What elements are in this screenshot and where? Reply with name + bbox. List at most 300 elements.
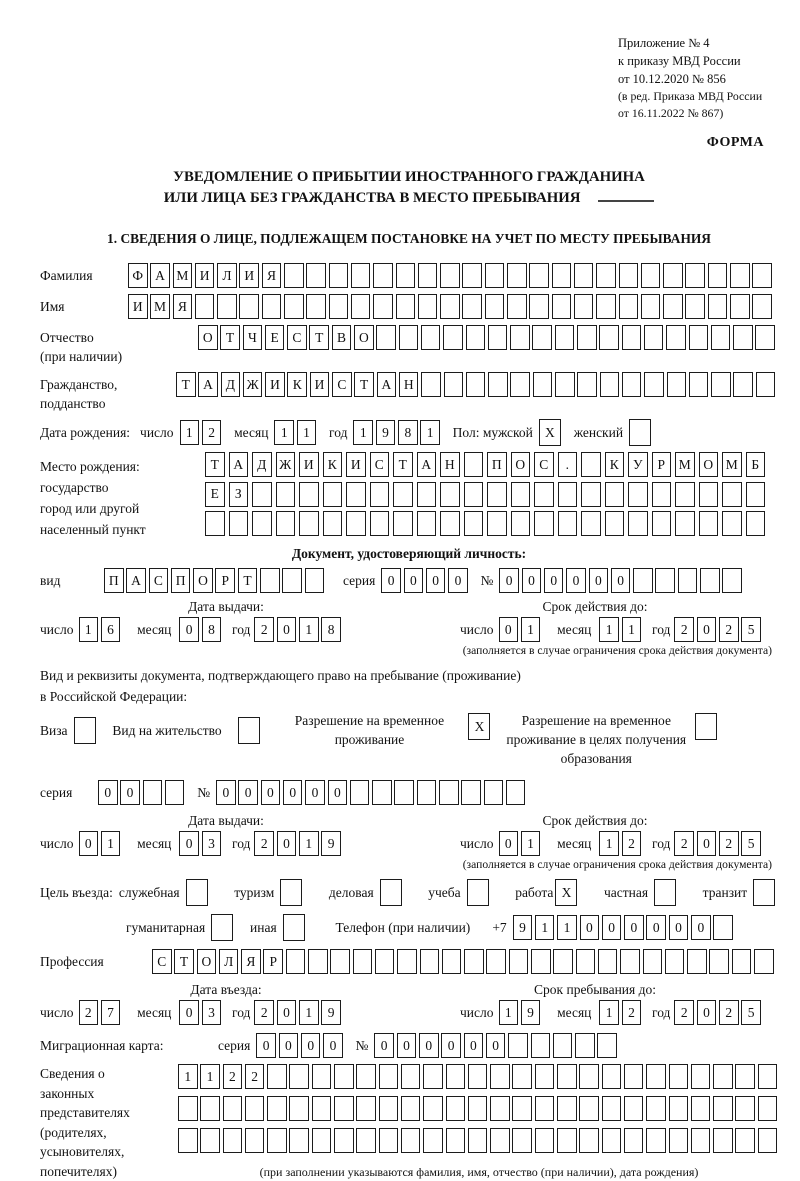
form-cell: Р	[652, 452, 672, 477]
form-cell	[624, 1064, 644, 1089]
form-cell	[200, 1128, 220, 1153]
form-cell	[396, 294, 416, 319]
purpose-study-label: учеба	[428, 884, 461, 900]
form-cell: 0	[283, 780, 303, 805]
form-cell	[557, 1096, 577, 1121]
form-cell	[708, 294, 728, 319]
form-cell: 0	[179, 831, 199, 856]
form-cell	[397, 949, 417, 974]
form-cell	[577, 325, 597, 350]
doc-valid-day	[499, 617, 544, 642]
purpose-study-checkbox	[467, 879, 489, 906]
number-label: №	[355, 1037, 369, 1053]
month-label: месяц	[137, 835, 172, 851]
form-cell	[535, 1064, 555, 1089]
surname-row	[40, 263, 778, 288]
form-cell: И	[310, 372, 330, 397]
form-cell: 0	[522, 568, 542, 593]
form-cell: С	[370, 452, 390, 477]
form-cell: О	[511, 452, 531, 477]
form-cell: 8	[202, 617, 222, 642]
form-cell	[267, 1128, 287, 1153]
form-cell: 1	[521, 831, 541, 856]
form-cell: Т	[393, 452, 413, 477]
form-cell	[329, 263, 349, 288]
doc-issue-day	[79, 617, 124, 642]
form-cell	[596, 263, 616, 288]
sex-male-label: Пол: мужской	[452, 424, 533, 440]
form-cell: 0	[697, 1000, 717, 1025]
form-cell: В	[332, 325, 352, 350]
doc-valid-header: Срок действия до:	[542, 599, 648, 614]
form-cell: 1	[299, 1000, 319, 1025]
form-cell: Н	[440, 452, 460, 477]
profession-label: Профессия	[40, 953, 104, 969]
form-cell	[758, 1064, 778, 1089]
blank-underline	[598, 188, 654, 202]
form-cell	[552, 263, 572, 288]
form-cell: 0	[279, 1033, 299, 1058]
form-cell: 0	[499, 617, 519, 642]
form-cell	[711, 372, 731, 397]
form-cell	[440, 511, 460, 536]
residence-doc-number-row	[40, 780, 778, 805]
form-cell	[667, 372, 687, 397]
phone-prefix: +7	[492, 919, 507, 935]
form-cell	[372, 780, 392, 805]
form-cell: 0	[397, 1033, 417, 1058]
form-cell: 0	[697, 831, 717, 856]
form-cell: .	[558, 452, 578, 477]
form-cell: 9	[376, 420, 396, 445]
doc-seria-label: серия	[342, 572, 376, 588]
form-cell: С	[534, 452, 554, 477]
form-cell	[700, 568, 720, 593]
form-cell: 9	[521, 1000, 541, 1025]
form-cell: 8	[398, 420, 418, 445]
form-cell	[678, 568, 698, 593]
migration-card-label: Миграционная карта:	[40, 1037, 164, 1053]
form-cell	[223, 1128, 243, 1153]
form-cell: 9	[321, 1000, 341, 1025]
form-cell	[446, 1128, 466, 1153]
form-cell	[722, 482, 742, 507]
sex-male-checkbox: X	[539, 419, 561, 446]
form-cell	[722, 511, 742, 536]
entry-year	[254, 1000, 343, 1025]
form-cell	[423, 1096, 443, 1121]
form-cell	[306, 294, 326, 319]
form-cell	[418, 294, 438, 319]
representatives-cells-row3	[178, 1128, 780, 1153]
form-cell: 2	[79, 1000, 99, 1025]
form-cell: 9	[321, 831, 341, 856]
reference-block	[618, 34, 778, 121]
form-cell	[689, 325, 709, 350]
form-cell	[713, 1064, 733, 1089]
form-cell	[557, 1064, 577, 1089]
form-cell: 0	[374, 1033, 394, 1058]
year-label: год	[652, 835, 671, 851]
form-cell	[577, 372, 597, 397]
form-cell: Б	[746, 452, 766, 477]
form-cell	[379, 1064, 399, 1089]
form-cell	[722, 568, 742, 593]
form-cell: Т	[354, 372, 374, 397]
form-cell	[533, 372, 553, 397]
form-cell	[708, 263, 728, 288]
doc-type-label: вид	[40, 572, 61, 588]
form-cell: 0	[381, 568, 401, 593]
doc-type-cells	[104, 568, 327, 593]
form-cell: 1	[297, 420, 317, 445]
form-cell	[195, 294, 215, 319]
purpose-private-checkbox	[654, 879, 676, 906]
form-cell: 2	[674, 831, 694, 856]
form-cell	[401, 1064, 421, 1089]
form-cell	[245, 1128, 265, 1153]
form-cell	[531, 949, 551, 974]
form-cell	[511, 511, 531, 536]
form-cell	[306, 263, 326, 288]
purpose-humanitarian-label: гуманитарная	[126, 919, 206, 935]
form-cell	[644, 325, 664, 350]
residence-valid-day	[499, 831, 544, 856]
residence-issue-month	[179, 831, 224, 856]
purpose-tourism-checkbox	[280, 879, 302, 906]
form-cell	[245, 1096, 265, 1121]
visa-checkbox	[74, 717, 96, 744]
form-cell	[284, 263, 304, 288]
form-cell: 0	[179, 1000, 199, 1025]
year-label: год	[232, 835, 251, 851]
residence-issue-day	[79, 831, 124, 856]
form-cell: 7	[101, 1000, 121, 1025]
form-cell	[730, 263, 750, 288]
form-cell	[440, 294, 460, 319]
form-cell: 0	[499, 831, 519, 856]
form-cell: 0	[328, 780, 348, 805]
form-cell	[276, 511, 296, 536]
form-cell: 1	[599, 1000, 619, 1025]
form-cell	[462, 294, 482, 319]
form-cell	[267, 1064, 287, 1089]
form-cell	[730, 294, 750, 319]
form-cell	[487, 482, 507, 507]
form-cell: Т	[238, 568, 258, 593]
birthplace-cells-row3	[205, 511, 769, 536]
form-cell	[655, 568, 675, 593]
form-cell	[758, 1096, 778, 1121]
form-cell: Р	[263, 949, 283, 974]
purpose-other-label: иная	[250, 919, 277, 935]
residence-permit-label: Вид на жительство	[112, 722, 222, 738]
form-cell: Н	[399, 372, 419, 397]
form-cell: 3	[202, 1000, 222, 1025]
form-title	[40, 167, 778, 209]
phone-label: Телефон (при наличии)	[335, 919, 471, 935]
form-cell	[685, 263, 705, 288]
form-cell	[356, 1064, 376, 1089]
form-cell	[507, 263, 527, 288]
form-cell: Е	[205, 482, 225, 507]
form-cell: 5	[741, 617, 761, 642]
form-cell	[641, 263, 661, 288]
form-cell	[323, 482, 343, 507]
surname-label: Фамилия	[40, 267, 93, 283]
form-cell	[633, 568, 653, 593]
form-cell	[252, 511, 272, 536]
day-label: число	[40, 835, 74, 851]
profession-row	[40, 949, 778, 974]
form-cell	[685, 294, 705, 319]
form-cell	[466, 372, 486, 397]
purpose-official-checkbox	[186, 879, 208, 906]
purpose-transit-checkbox	[753, 879, 775, 906]
form-cell: 5	[741, 831, 761, 856]
form-cell: П	[487, 452, 507, 477]
residence-permit-checkbox	[238, 717, 260, 744]
form-cell: И	[265, 372, 285, 397]
form-cell	[746, 511, 766, 536]
name-label: Имя	[40, 298, 65, 314]
form-cell	[417, 482, 437, 507]
form-cell	[552, 294, 572, 319]
form-cell	[370, 482, 390, 507]
form-cell: И	[239, 263, 259, 288]
form-cell	[669, 1128, 689, 1153]
form-cell	[506, 780, 526, 805]
form-cell	[646, 1096, 666, 1121]
form-cell: П	[171, 568, 191, 593]
doc-date-headers	[40, 599, 778, 615]
form-cell: 2	[622, 1000, 642, 1025]
form-cell: И	[195, 263, 215, 288]
form-cell	[646, 1128, 666, 1153]
form-cell	[598, 949, 618, 974]
form-cell	[602, 1128, 622, 1153]
form-cell: 2	[254, 617, 274, 642]
form-cell: 1	[299, 831, 319, 856]
form-cell	[576, 949, 596, 974]
form-cell	[622, 372, 642, 397]
form-cell	[286, 949, 306, 974]
form-cell: С	[332, 372, 352, 397]
form-cell: 0	[441, 1033, 461, 1058]
stay-day	[499, 1000, 544, 1025]
residence-valid-year	[674, 831, 763, 856]
form-cell	[507, 294, 527, 319]
migration-card-row	[40, 1033, 778, 1058]
form-cell: 0	[464, 1033, 484, 1058]
form-cell	[553, 1033, 573, 1058]
form-cell	[305, 568, 325, 593]
form-cell	[553, 949, 573, 974]
purpose-other-checkbox	[283, 914, 305, 941]
form-cell: 0	[611, 568, 631, 593]
form-cell: Д	[221, 372, 241, 397]
form-cell	[394, 780, 414, 805]
birthplace-cells-row1	[205, 452, 769, 477]
form-cell: 2	[223, 1064, 243, 1089]
form-cell	[373, 294, 393, 319]
form-cell	[558, 482, 578, 507]
form-cell	[165, 780, 185, 805]
form-cell: 0	[277, 831, 297, 856]
sex-female-label: женский	[573, 424, 624, 440]
birth-day-cells	[180, 420, 225, 445]
form-cell	[628, 482, 648, 507]
form-cell	[509, 949, 529, 974]
validity-note: (заполняется в случае ограничения срока действия документа)	[462, 644, 772, 657]
form-cell: 0	[669, 915, 689, 940]
form-cell	[464, 452, 484, 477]
form-cell: 0	[566, 568, 586, 593]
form-cell	[178, 1128, 198, 1153]
form-cell: О	[699, 452, 719, 477]
form-cell	[267, 1096, 287, 1121]
form-cell	[464, 511, 484, 536]
form-cell: А	[150, 263, 170, 288]
day-label: число	[460, 835, 494, 851]
form-cell: 1	[521, 617, 541, 642]
form-cell	[393, 511, 413, 536]
form-cell	[468, 1096, 488, 1121]
number-label: №	[197, 784, 211, 800]
form-cell	[461, 780, 481, 805]
seria-label: серия	[40, 784, 73, 800]
validity-note: (заполняется в случае ограничения срока действия документа)	[462, 858, 772, 871]
form-cell: Т	[176, 372, 196, 397]
form-cell	[574, 294, 594, 319]
form-cell: 0	[697, 617, 717, 642]
form-cell: О	[193, 568, 213, 593]
form-cell	[735, 1096, 755, 1121]
doc-number-cells	[499, 568, 744, 593]
form-cell	[239, 294, 259, 319]
entry-month	[179, 1000, 224, 1025]
form-cell	[735, 1128, 755, 1153]
form-cell: 2	[202, 420, 222, 445]
form-cell	[663, 294, 683, 319]
day-label: число	[460, 1004, 494, 1020]
form-cell: 0	[448, 568, 468, 593]
form-cell	[579, 1096, 599, 1121]
form-cell: 3	[202, 831, 222, 856]
form-cell	[510, 325, 530, 350]
form-cell	[490, 1064, 510, 1089]
form-cell: М	[722, 452, 742, 477]
form-cell	[487, 511, 507, 536]
form-cell: С	[149, 568, 169, 593]
birthplace-label: Место рождения: государство город или другой населенный пункт	[40, 459, 146, 537]
form-cell: 1	[79, 617, 99, 642]
birthdate-label: Дата рождения:	[40, 424, 131, 440]
form-cell	[752, 263, 772, 288]
form-cell	[641, 294, 661, 319]
form-cell	[756, 372, 776, 397]
form-cell	[356, 1096, 376, 1121]
form-cell	[579, 1128, 599, 1153]
form-cell: 1	[200, 1064, 220, 1089]
form-cell	[644, 372, 664, 397]
form-cell: 2	[719, 831, 739, 856]
form-cell	[652, 482, 672, 507]
ref-line-edition: (в ред. Приказа МВД России	[618, 89, 763, 103]
form-cell	[443, 325, 463, 350]
day-label: число	[140, 424, 174, 440]
form-cell	[486, 949, 506, 974]
form-cell	[532, 325, 552, 350]
purpose-private-label: частная	[604, 884, 649, 900]
form-cell: И	[299, 452, 319, 477]
form-cell	[346, 482, 366, 507]
surname-cells	[128, 263, 775, 288]
form-cell	[312, 1064, 332, 1089]
representatives-note: (при заполнении указываются фамилия, имя, отчество (при наличии), дата рождения)	[259, 1165, 699, 1179]
form-cell: Л	[217, 263, 237, 288]
profession-cells	[152, 949, 776, 974]
residence-doc-intro: Вид и реквизиты документа, подтверждающего право на пребывание (проживание) в Российской Федерации:	[40, 668, 521, 704]
form-cell: О	[354, 325, 374, 350]
citizenship-cells	[176, 372, 778, 397]
form-cell	[619, 263, 639, 288]
temp-residence-checkbox: X	[468, 713, 490, 740]
form-cell	[444, 372, 464, 397]
identity-doc-row	[40, 568, 778, 593]
form-cell	[217, 294, 237, 319]
form-cell	[289, 1096, 309, 1121]
form-cell: 0	[646, 915, 666, 940]
form-cell	[534, 511, 554, 536]
form-cell: 2	[254, 831, 274, 856]
form-cell	[665, 949, 685, 974]
representatives-label: Сведения о законных представителях (родителях, усыновителях, попечителях)	[40, 1066, 130, 1179]
form-cell: Д	[252, 452, 272, 477]
form-cell: 0	[256, 1033, 276, 1058]
entry-purpose-row	[40, 879, 778, 906]
form-cell	[223, 1096, 243, 1121]
form-cell	[439, 780, 459, 805]
form-cell: С	[152, 949, 172, 974]
form-cell: А	[198, 372, 218, 397]
form-cell	[746, 482, 766, 507]
form-cell	[675, 511, 695, 536]
form-cell	[733, 325, 753, 350]
form-cell	[531, 1033, 551, 1058]
form-cell	[418, 263, 438, 288]
form-cell	[468, 1128, 488, 1153]
form-cell	[440, 482, 460, 507]
form-cell: 2	[245, 1064, 265, 1089]
form-cell	[669, 1096, 689, 1121]
form-cell: А	[377, 372, 397, 397]
form-cell	[735, 1064, 755, 1089]
form-cell	[488, 372, 508, 397]
phone-cells	[513, 915, 736, 940]
form-cell	[624, 1128, 644, 1153]
month-label: месяц	[557, 1004, 592, 1020]
form-cell: М	[173, 263, 193, 288]
form-cell: 0	[602, 915, 622, 940]
form-cell	[754, 949, 774, 974]
patronymic-label: Отчество (при наличии)	[40, 330, 123, 364]
year-label: год	[232, 1004, 251, 1020]
form-cell: З	[229, 482, 249, 507]
form-cell: 1	[557, 915, 577, 940]
form-cell	[376, 325, 396, 350]
form-cell: И	[346, 452, 366, 477]
